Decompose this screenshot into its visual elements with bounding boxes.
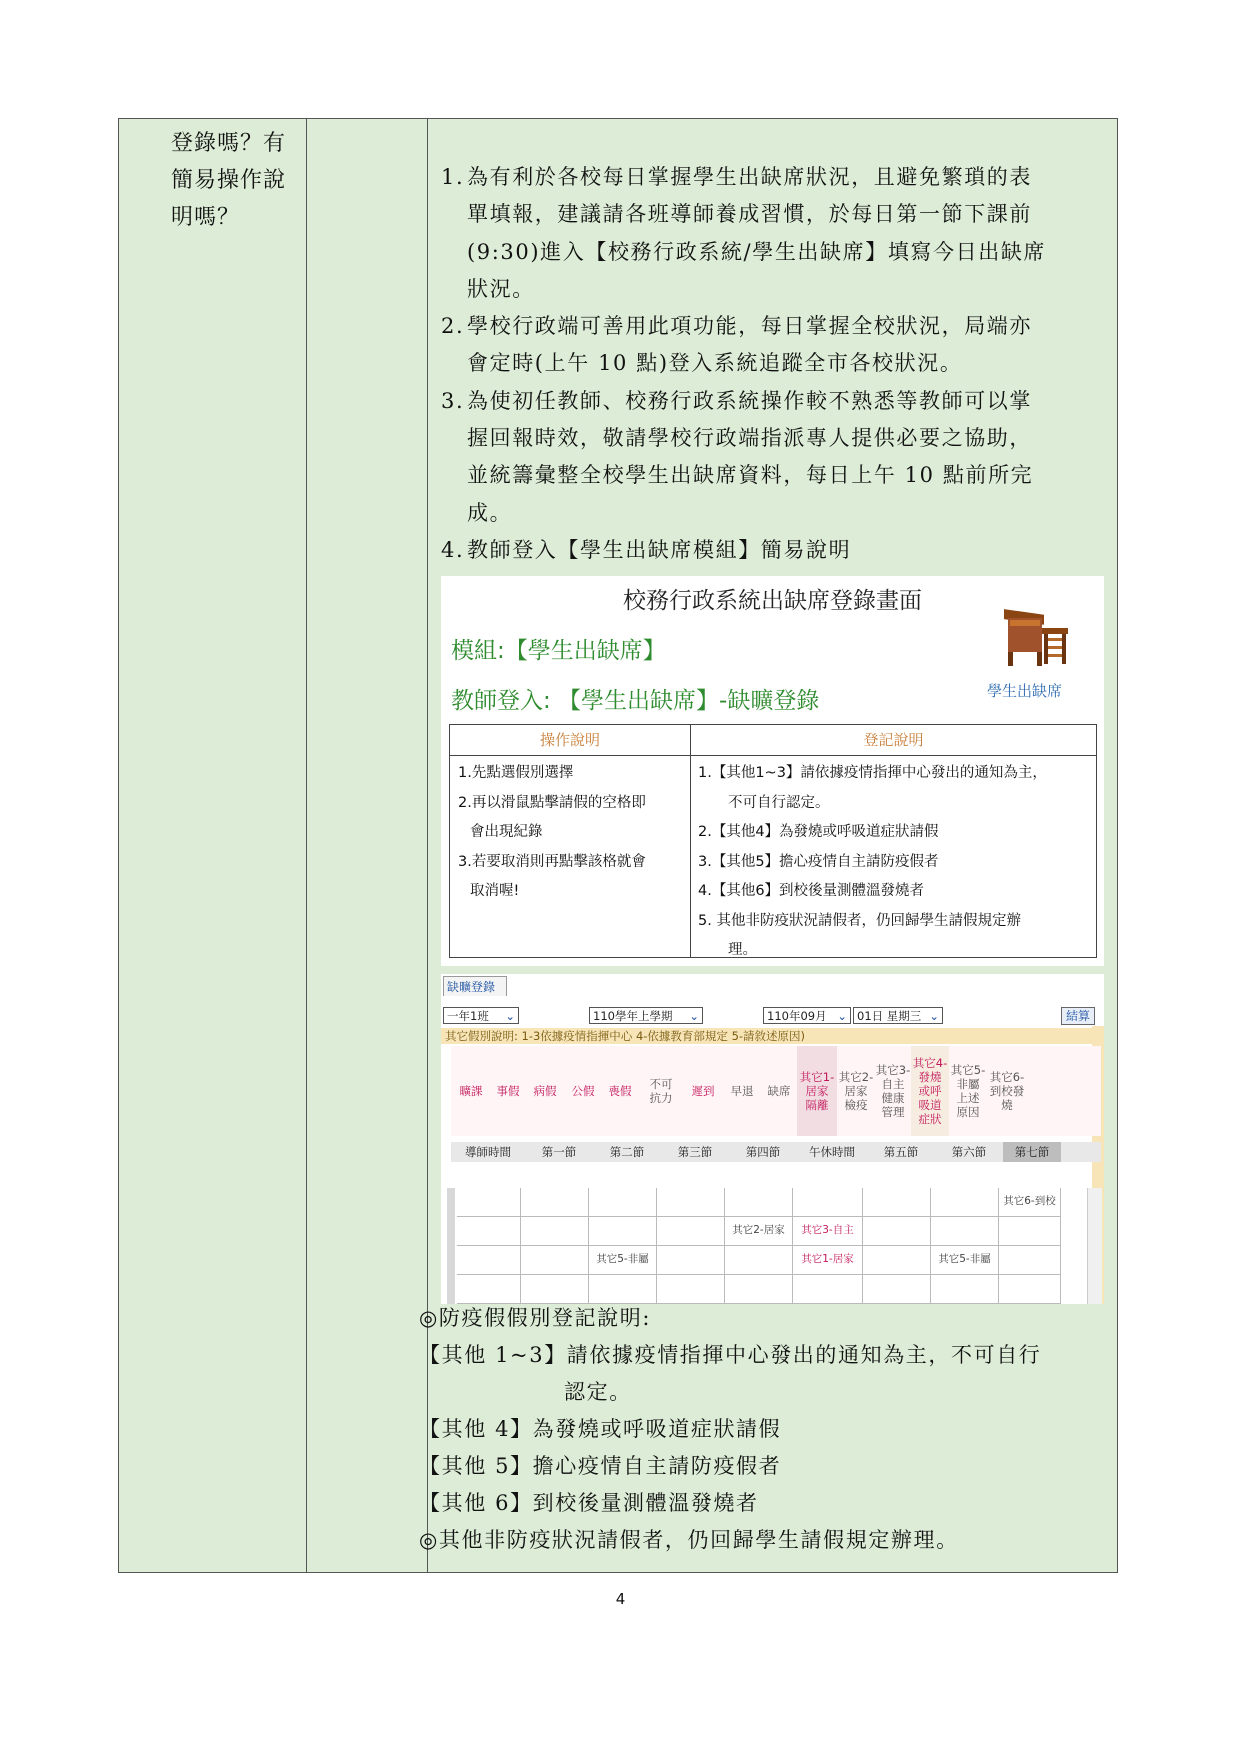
class-select[interactable]	[443, 1007, 519, 1024]
leave-type-other2[interactable]: 其它2- 居家 檢疫	[838, 1070, 874, 1112]
registration-row: 理。	[728, 942, 757, 958]
registration-row: 4.【其他6】到校後量測體溫發燒者	[698, 883, 925, 899]
column-divider	[306, 119, 307, 1572]
grid-scrollbar[interactable]	[447, 1188, 455, 1304]
attendance-screen-image	[441, 974, 1104, 1304]
list-item	[441, 159, 1101, 308]
grid-cell[interactable]: 其它3-自主	[793, 1217, 863, 1246]
item-number: 2.	[441, 314, 465, 339]
term-select[interactable]	[589, 1007, 703, 1024]
chevron-down-icon: ⌄	[837, 1009, 847, 1023]
item-number: 3.	[441, 388, 465, 413]
grid-cell[interactable]	[793, 1188, 863, 1217]
operation-row: 3.若要取消則再點擊該格就會	[458, 853, 646, 870]
item-line: 並統籌彙整全校學生出缺席資料，每日上午 10 點前所完	[467, 463, 1034, 488]
answer-list	[441, 159, 1101, 569]
grid-cell[interactable]: 其它5-非屬	[589, 1246, 657, 1275]
grid-cell[interactable]	[725, 1188, 793, 1217]
note-row	[419, 1374, 1109, 1411]
notes-section	[419, 1300, 1109, 1559]
term-select-value: 110學年上學期	[593, 1009, 673, 1023]
item-number: 4.	[441, 537, 465, 562]
grid-cell[interactable]	[931, 1217, 999, 1246]
leave-type-other1[interactable]: 其它1- 居家 隔離	[797, 1046, 837, 1136]
registration-row: 1.【其他1~3】請依據疫情指揮中心發出的通知為主，	[698, 765, 1047, 781]
note-label: 【其他 1~3】	[419, 1343, 567, 1367]
grid-cell[interactable]: 其它5-非屬	[931, 1246, 999, 1275]
note-text: 請依據疫情指揮中心發出的通知為主，不可自行	[566, 1343, 1042, 1367]
leave-type-legend: 其它假別說明: 1-3依據疫情指揮中心 4-依據教育部規定 5-請敘述原因)	[441, 1028, 1104, 1044]
leave-type-absent[interactable]: 曠課	[459, 1084, 483, 1098]
item-line: 學校行政端可善用此項功能，每日掌握全校狀況，局端亦	[467, 314, 1032, 339]
leave-type-palette	[451, 1046, 1101, 1136]
operation-row: 1.先點選假別選擇	[458, 765, 574, 781]
registration-row: 2.【其他4】為發燒或呼吸道症狀請假	[698, 824, 939, 840]
item-number: 1.	[441, 165, 465, 189]
month-select-value: 110年09月	[767, 1009, 827, 1023]
period-3: 第三節	[677, 1145, 713, 1159]
leave-type-force-majeure[interactable]: 不可 抗力	[649, 1077, 673, 1105]
grid-cell[interactable]	[863, 1217, 931, 1246]
qa-table	[118, 118, 1118, 1573]
grid-cell[interactable]	[999, 1246, 1061, 1275]
leave-type-sick[interactable]: 病假	[533, 1084, 557, 1098]
grid-cell[interactable]	[657, 1246, 725, 1275]
item-line: 成。	[467, 500, 513, 525]
leave-type-missing[interactable]: 缺席	[767, 1084, 791, 1098]
item-line: 單填報，建議請各班導師養成習慣，於每日第一節下課前	[467, 202, 1032, 227]
question-cell	[171, 125, 286, 236]
list-item	[441, 383, 1101, 532]
operation-row: 取消喔!	[470, 883, 520, 899]
period-7: 第七節	[1003, 1142, 1061, 1162]
operation-row: 2.再以滑鼠點擊請假的空格即	[458, 794, 646, 811]
question-line: 登錄嗎？有	[171, 131, 287, 156]
leave-type-other5[interactable]: 其它5- 非屬 上述 原因	[950, 1063, 986, 1119]
grid-cell[interactable]	[657, 1217, 725, 1246]
period-2: 第二節	[609, 1145, 645, 1159]
note-text: 認定。	[564, 1380, 632, 1404]
note-row	[419, 1411, 1109, 1448]
item-line: 為使初任教師、校務行政系統操作較不熟悉等教師可以掌	[467, 388, 1032, 413]
leave-type-personal[interactable]: 事假	[496, 1084, 520, 1098]
calculate-button[interactable]: 結算	[1061, 1007, 1095, 1025]
item-line: (9:30)進入【校務行政系統/學生出缺席】填寫今日出缺席	[467, 239, 1047, 264]
login-screen-image	[441, 576, 1104, 966]
list-item	[441, 308, 1101, 383]
period-1: 第一節	[541, 1145, 577, 1159]
grid-cell[interactable]: 其它6-到校	[999, 1188, 1061, 1217]
chevron-down-icon: ⌄	[689, 1009, 699, 1023]
header-operation: 操作說明	[450, 725, 690, 756]
period-header	[451, 1142, 1101, 1162]
item-line: 為有利於各校每日掌握學生出缺席狀況，且避免繁瑣的表	[467, 165, 1032, 189]
day-select[interactable]	[853, 1007, 943, 1024]
grid-cell[interactable]	[863, 1246, 931, 1275]
instruction-table	[449, 724, 1097, 958]
grid-cell[interactable]	[521, 1217, 589, 1246]
notes-footer: ◎其他非防疫狀況請假者，仍回歸學生請假規定辦理。	[419, 1528, 959, 1552]
registration-column	[698, 759, 1094, 966]
period-5: 第五節	[883, 1145, 919, 1159]
grid-cell[interactable]	[457, 1246, 521, 1275]
leave-type-other3[interactable]: 其它3- 自主 健康 管理	[875, 1063, 911, 1119]
question-line: 簡易操作說	[171, 168, 287, 193]
tab-attendance[interactable]: 缺曠登錄	[443, 976, 507, 996]
grid-cell[interactable]	[931, 1188, 999, 1217]
period-lunch: 午休時間	[809, 1145, 855, 1159]
grid-cell[interactable]	[457, 1188, 521, 1217]
notes-title: ◎防疫假假別登記說明:	[419, 1306, 651, 1330]
grid-cell[interactable]: 其它1-居家	[793, 1246, 863, 1275]
instruction-divider	[690, 725, 691, 957]
month-select[interactable]	[763, 1007, 851, 1024]
leave-type-late[interactable]: 遲到	[691, 1084, 715, 1098]
period-6: 第六節	[951, 1145, 987, 1159]
chevron-down-icon: ⌄	[929, 1009, 939, 1023]
grid-cell[interactable]	[521, 1188, 589, 1217]
note-text: 為發燒或呼吸道症狀請假	[532, 1417, 782, 1441]
leave-type-official[interactable]: 公假	[571, 1084, 595, 1098]
day-select-value: 01日 星期三	[857, 1009, 922, 1023]
registration-row: 不可自行認定。	[728, 794, 830, 811]
item-line: 握回報時效，敬請學校行政端指派專人提供必要之協助，	[467, 426, 1032, 451]
module-label: 模組:【學生出缺席】	[451, 638, 666, 664]
grid-cell[interactable]: 其它2-居家	[725, 1217, 793, 1246]
note-row	[419, 1485, 1109, 1522]
grid-cell[interactable]	[457, 1217, 521, 1246]
screen-title: 校務行政系統出缺席登錄畫面	[623, 588, 922, 614]
grid-cell[interactable]	[725, 1246, 793, 1275]
grid-cell[interactable]	[657, 1188, 725, 1217]
grid-scrollbar-right[interactable]	[1087, 1188, 1102, 1304]
class-select-value: 一年1班	[447, 1009, 489, 1023]
period-homeroom: 導師時間	[465, 1145, 511, 1159]
grid-cell[interactable]	[521, 1246, 589, 1275]
leave-type-funeral[interactable]: 喪假	[608, 1084, 632, 1098]
operation-column	[458, 759, 688, 907]
operation-row: 會出現紀錄	[470, 824, 543, 840]
note-row	[419, 1337, 1109, 1374]
registration-row: 5. 其他非防疫狀況請假者，仍回歸學生請假規定辦	[698, 912, 1021, 929]
grid-cell[interactable]	[863, 1188, 931, 1217]
login-label: 教師登入: 【學生出缺席】-缺曠登錄	[451, 688, 820, 714]
desk-icon	[996, 602, 1076, 668]
attendance-grid[interactable]	[447, 1188, 1102, 1304]
note-label: 【其他 5】	[419, 1454, 533, 1478]
grid-cell[interactable]	[999, 1217, 1061, 1246]
note-text: 到校後量測體溫發燒者	[532, 1491, 759, 1515]
leave-type-other6[interactable]: 其它6- 到校發 燒	[989, 1070, 1025, 1112]
header-registration: 登記說明	[690, 725, 1097, 756]
icon-caption: 學生出缺席	[987, 682, 1063, 700]
note-label: 【其他 4】	[419, 1417, 533, 1441]
note-row	[419, 1448, 1109, 1485]
page-number: 4	[615, 1590, 626, 1608]
list-item	[441, 532, 1101, 569]
item-line: 會定時(上午 10 點)登入系統追蹤全市各校狀況。	[467, 351, 963, 376]
item-line: 教師登入【學生出缺席模組】簡易說明	[467, 537, 852, 562]
period-4: 第四節	[745, 1145, 781, 1159]
item-line: 狀況。	[467, 276, 535, 301]
leave-type-other4[interactable]: 其它4- 發燒 或呼 吸道 症狀	[911, 1046, 949, 1136]
note-label: 【其他 6】	[419, 1491, 533, 1515]
grid-cell[interactable]	[589, 1188, 657, 1217]
registration-row: 3.【其他5】擔心疫情自主請防疫假者	[698, 853, 939, 870]
question-line: 明嗎？	[171, 205, 241, 230]
chevron-down-icon: ⌄	[505, 1009, 515, 1023]
note-text: 擔心疫情自主請防疫假者	[532, 1454, 782, 1478]
leave-type-early[interactable]: 早退	[730, 1084, 754, 1098]
grid-cell[interactable]	[589, 1217, 657, 1246]
